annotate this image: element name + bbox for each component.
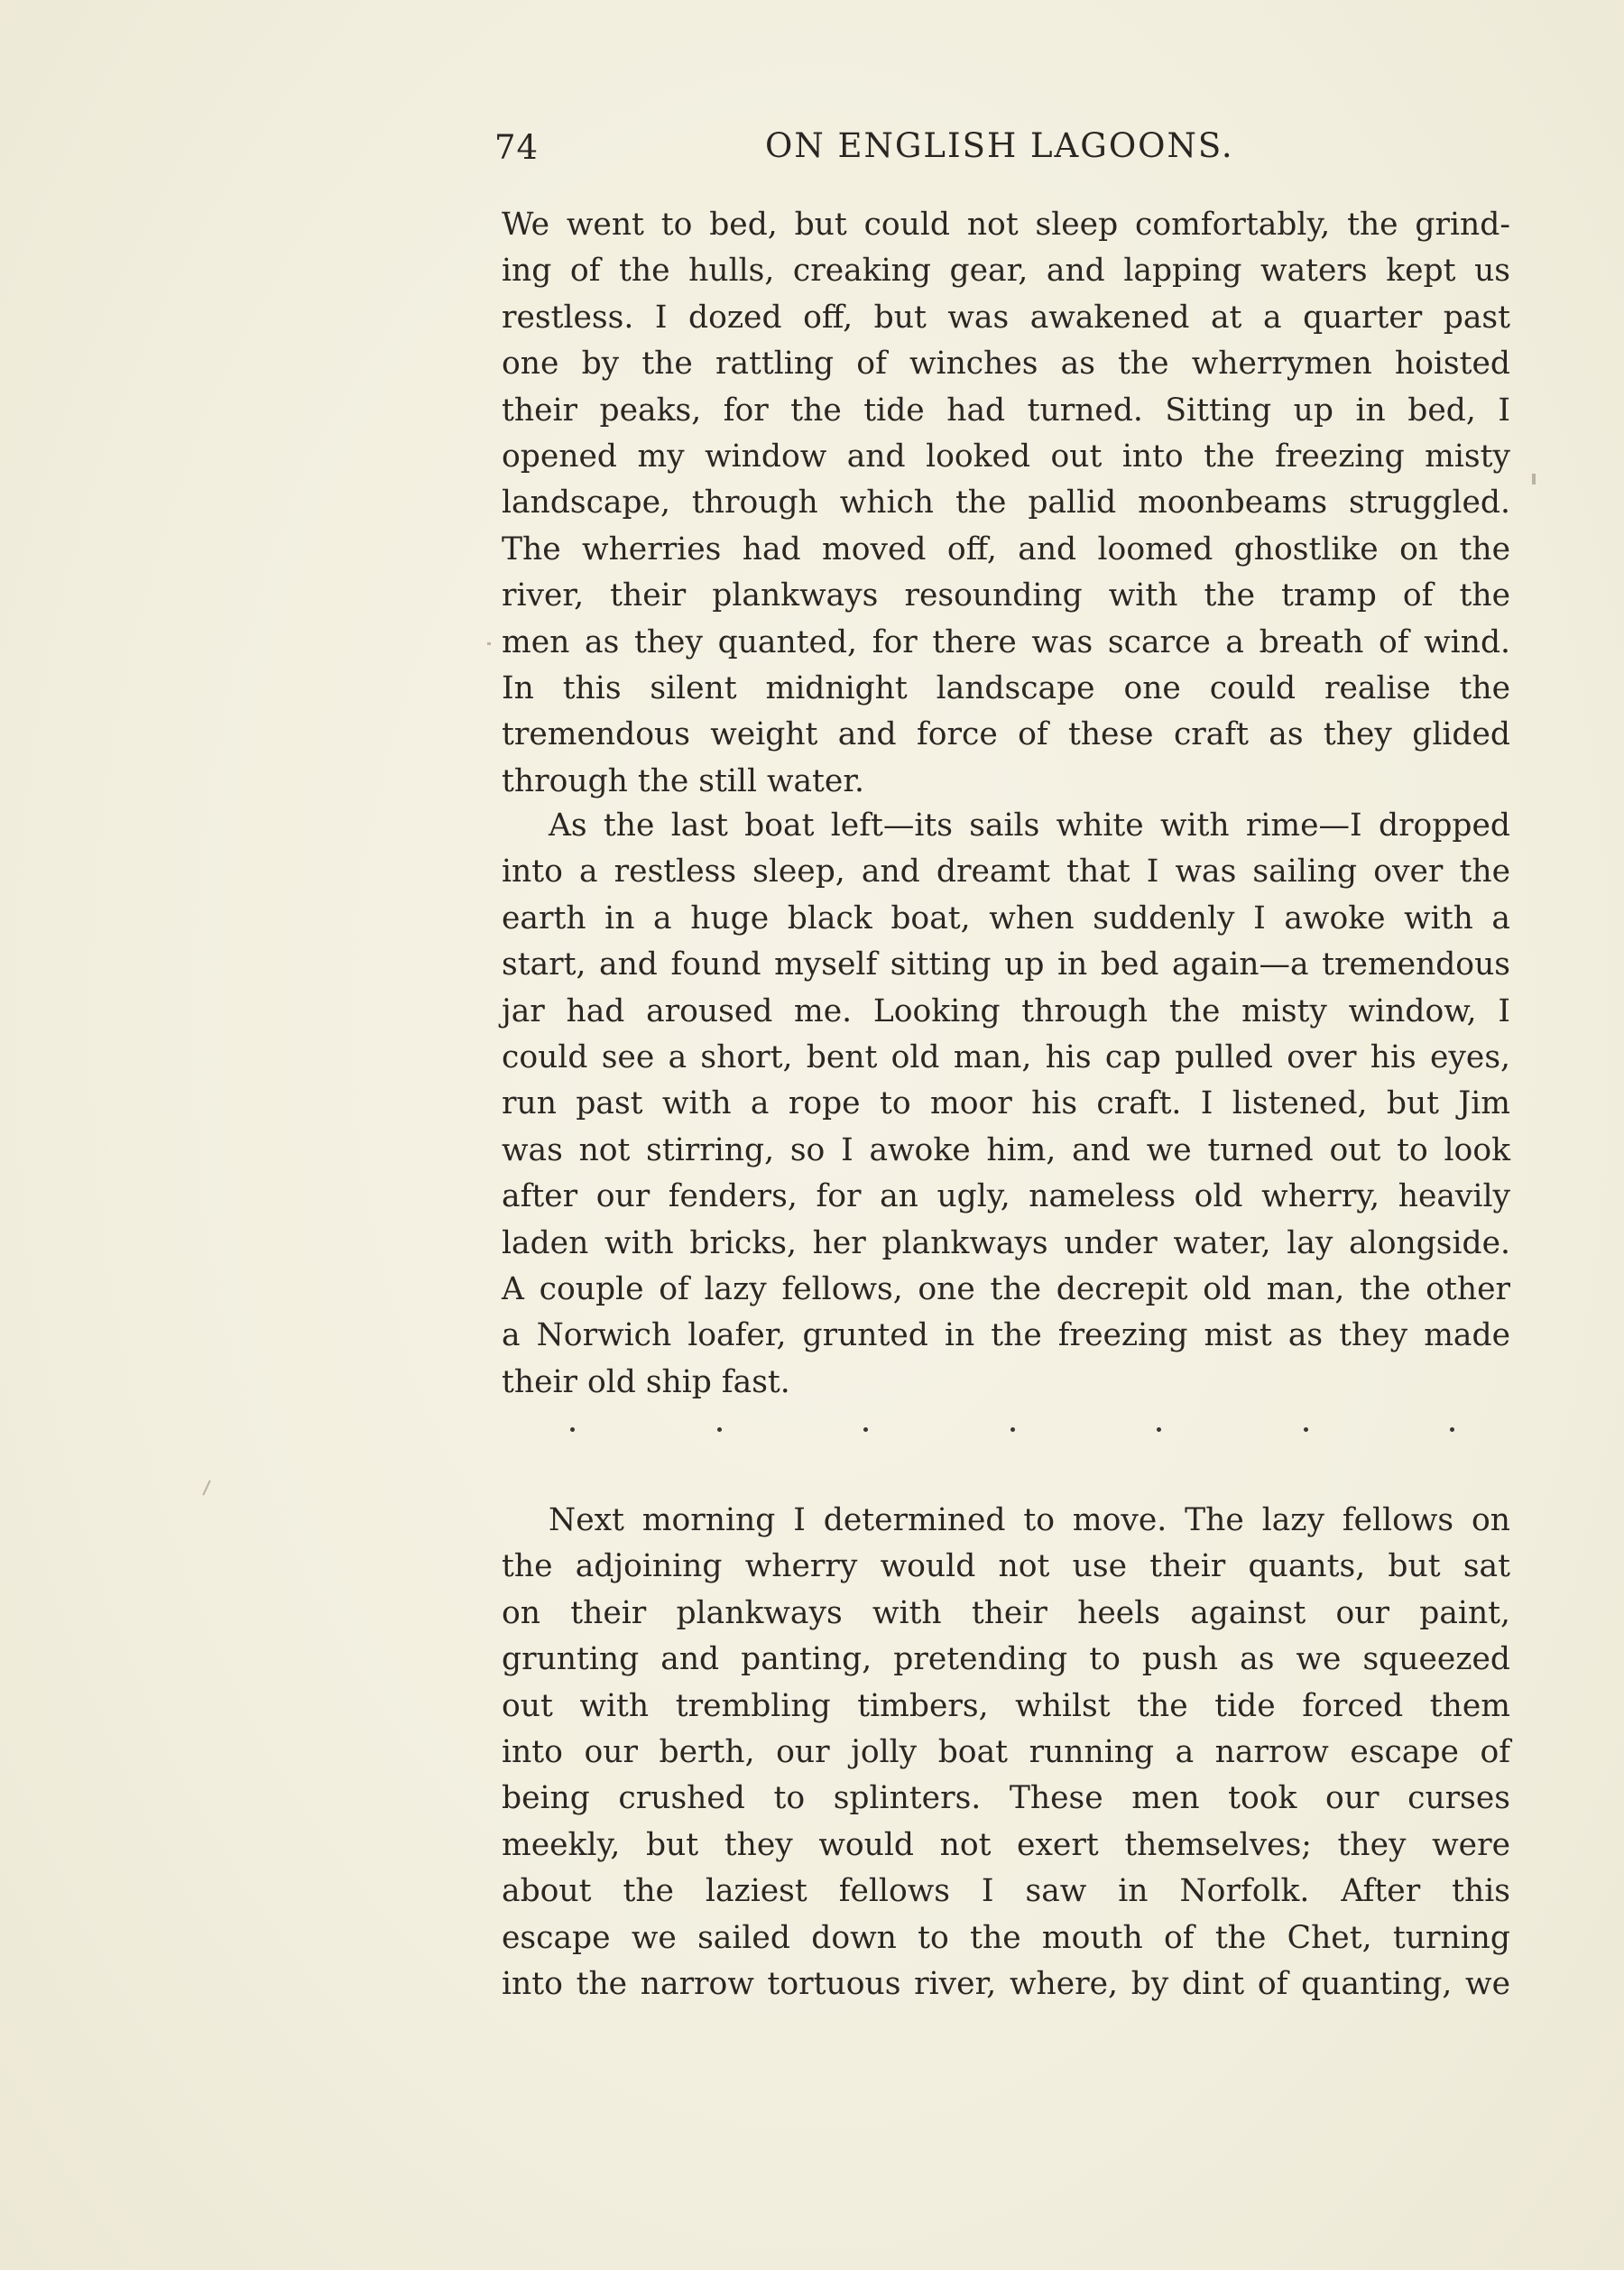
text-line: men as they quanted, for there was scarce a breath of wind.	[502, 623, 1510, 660]
margin-speck	[487, 642, 491, 645]
text-line: opened my window and looked out into the freezing misty	[502, 438, 1510, 475]
text-line: could see a short, bent old man, his cap pulled over his eyes,	[502, 1038, 1510, 1075]
section-break-dot	[1157, 1427, 1161, 1432]
text-line: their peaks, for the tide had turned. Sitting up in bed, I	[502, 392, 1510, 429]
text-line: A couple of lazy fellows, one the decrepit old man, the other	[502, 1270, 1510, 1307]
text-line: being crushed to splinters. These men took our curses	[502, 1780, 1510, 1817]
paragraph-2	[502, 803, 1510, 1406]
text-line: We went to bed, but could not sleep comfortably, the grind-	[502, 207, 1510, 243]
section-break-dot	[1010, 1427, 1015, 1432]
text-line: escape we sailed down to the mouth of the Chet, turning	[502, 1919, 1510, 1956]
text-line: Next morning I determined to move. The lazy fellows on	[549, 1502, 1510, 1538]
section-break-dot	[1450, 1427, 1454, 1432]
text-line: was not stirring, so I awoke him, and we turned out to look	[502, 1131, 1510, 1168]
text-line: into a restless sleep, and dreamt that I was sailing over the	[502, 854, 1510, 890]
text-line: one by the rattling of winches as the wherrymen hoisted	[502, 346, 1510, 383]
text-line: In this silent midnight landscape one could realise the	[502, 669, 1510, 706]
text-line: As the last boat left—its sails white with rime—I dropped	[549, 807, 1510, 844]
margin-speck	[202, 1480, 210, 1495]
section-break-dot	[1304, 1427, 1308, 1432]
paragraph-3	[502, 1498, 1510, 2007]
text-line: The wherries had moved off, and loomed ghostlike on the	[502, 531, 1510, 568]
text-line: out with trembling timbers, whilst the tide forced them	[502, 1687, 1510, 1724]
text-line: laden with bricks, her plankways under water, lay alongside.	[502, 1224, 1510, 1261]
text-line: start, and found myself sitting up in bed again—a tremendous	[502, 946, 1510, 983]
text-line: their old ship fast.	[502, 1363, 790, 1400]
text-line: into our berth, our jolly boat running a narrow escape of	[502, 1733, 1510, 1770]
section-break-dot	[863, 1427, 868, 1432]
page-number: 74	[494, 128, 540, 167]
text-line: the adjoining wherry would not use their quants, but sat	[502, 1548, 1510, 1585]
text-line: on their plankways with their heels against our paint,	[502, 1594, 1510, 1631]
text-line: tremendous weight and force of these craft as they glided	[502, 716, 1510, 753]
text-line: after our fenders, for an ugly, nameless old wherry, heavily	[502, 1178, 1510, 1215]
text-line: grunting and panting, pretending to push as we squeezed	[502, 1641, 1510, 1678]
text-line: earth in a huge black boat, when suddenly I awoke with a	[502, 900, 1510, 937]
running-head	[494, 128, 1510, 173]
text-line: restless. I dozed off, but was awakened at a quarter past	[502, 299, 1510, 336]
section-break-dot	[570, 1427, 575, 1432]
text-line: landscape, through which the pallid moonbeams struggled.	[502, 484, 1510, 521]
text-line: ing of the hulls, creaking gear, and lapping waters kept us	[502, 253, 1510, 290]
text-line: about the laziest fellows I saw in Norfolk. After this	[502, 1873, 1510, 1910]
text-line: river, their plankways resounding with the tramp of the	[502, 577, 1510, 614]
margin-speck	[1532, 474, 1536, 484]
text-line: run past with a rope to moor his craft. I listened, but Jim	[502, 1085, 1510, 1122]
text-line: meekly, but they would not exert themselves; they were	[502, 1826, 1510, 1863]
text-line: jar had aroused me. Looking through the misty window, I	[502, 992, 1510, 1029]
text-line: through the still water.	[502, 762, 864, 799]
paragraph-1	[502, 202, 1510, 805]
running-title: ON ENGLISH LAGOONS.	[765, 126, 1234, 165]
text-line: a Norwich loafer, grunted in the freezing mist as they made	[502, 1317, 1510, 1354]
section-break	[570, 1427, 1454, 1432]
section-break-dot	[717, 1427, 722, 1432]
text-line: into the narrow tortuous river, where, by dint of quanting, we	[502, 1965, 1510, 2002]
